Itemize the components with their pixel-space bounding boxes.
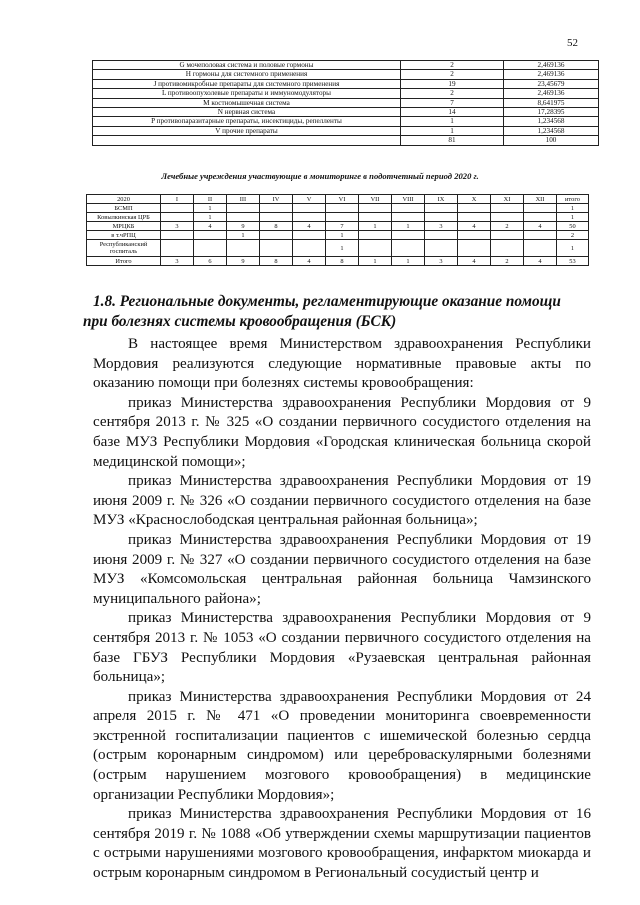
column-header: VIII (392, 195, 425, 204)
table-cell (326, 204, 359, 213)
table-cell (491, 213, 524, 222)
table-cell (227, 204, 260, 213)
table-cell (458, 231, 491, 240)
paragraph: приказ Министерства здравоохранения Республики Мордовия от 19 июня 2009 г. № 327 «О создании первичного сосудистого отделения на базе МУЗ «Комсомольская центральная районная больница Чамзинского муниципального района»; (93, 531, 591, 607)
table-cell (293, 213, 326, 222)
drug-group-count: 1 (401, 126, 504, 135)
hospital-name: в т.чРПЦ (87, 231, 161, 240)
table-cell: 1 (194, 204, 227, 213)
table-cell: 3 (425, 257, 458, 266)
section-body (93, 335, 591, 884)
drug-group-percent: 2,469136 (504, 89, 599, 98)
drug-group-count: 2 (401, 70, 504, 79)
table-cell: 1 (359, 257, 392, 266)
column-header: VI (326, 195, 359, 204)
table-cell (425, 240, 458, 257)
table-cell: 53 (557, 257, 589, 266)
table-cell (491, 231, 524, 240)
column-header: VII (359, 195, 392, 204)
hospital-name: БСМП (87, 204, 161, 213)
table-row (87, 222, 589, 231)
drug-group-name: J противомикробные препараты для системного применения (93, 79, 401, 88)
drug-group-name: M костномышечная система (93, 98, 401, 107)
column-header: III (227, 195, 260, 204)
table-cell: 7 (326, 222, 359, 231)
table-cell (392, 213, 425, 222)
table-cell: 50 (557, 222, 589, 231)
hospital-name: Ковылкинская ЦРБ (87, 213, 161, 222)
drug-group-percent: 2,469136 (504, 61, 599, 70)
table-cell: 2 (491, 257, 524, 266)
table-row (93, 126, 599, 135)
table-cell (260, 213, 293, 222)
table-cell (194, 240, 227, 257)
drug-group-name (93, 136, 401, 145)
table-cell (161, 240, 194, 257)
table-cell (326, 213, 359, 222)
column-header: итого (557, 195, 589, 204)
paragraph: приказ Министерства здравоохранения Республики Мордовия от 19 июня 2009 г. № 326 «О создании первичного сосудистого отделения на базе МУЗ «Краснослободская центральная районная больница»; (93, 473, 591, 529)
table-cell (425, 204, 458, 213)
table-cell: 1 (359, 222, 392, 231)
table-cell (293, 204, 326, 213)
drug-group-name: N нервная система (93, 108, 401, 117)
table-cell (392, 240, 425, 257)
paragraph: приказ Министерства здравоохранения Республики Мордовия от 16 сентября 2019 г. № 1088 «Об утверждении схемы маршрутизации пациентов с острыми нарушениями мозгового кровообращения, инфарктом миокарда и острым коронарным синдромом в Региональный сосудистый центр и (93, 806, 591, 882)
table-row (93, 89, 599, 98)
paragraph: В настоящее время Министерством здравоохранения Республики Мордовия реализуются следующие нормативные правовые акты по оказанию помощи при болезнях системы кровообращения: (93, 336, 591, 392)
table-cell: 1 (392, 222, 425, 231)
table-cell (392, 231, 425, 240)
drug-group-count: 19 (401, 79, 504, 88)
hospitals-heading: Лечебные учреждения участвующие в мониторинге в подотчетный период 2020 г. (161, 171, 479, 181)
table-cell: 4 (293, 222, 326, 231)
table-row (93, 61, 599, 70)
table-cell: 1 (557, 240, 589, 257)
table-cell: 3 (425, 222, 458, 231)
table-row (93, 98, 599, 107)
drug-group-count: 81 (401, 136, 504, 145)
table-cell (392, 204, 425, 213)
table-cell (194, 231, 227, 240)
hospitals-table (86, 194, 589, 266)
table-cell: 8 (326, 257, 359, 266)
table-cell: 4 (293, 257, 326, 266)
table-cell (458, 213, 491, 222)
table-cell: 3 (161, 257, 194, 266)
drug-group-percent: 100 (504, 136, 599, 145)
column-header: IV (260, 195, 293, 204)
column-header: II (194, 195, 227, 204)
table-row (87, 231, 589, 240)
table-cell (161, 204, 194, 213)
table-cell: 1 (557, 204, 589, 213)
table-cell: 4 (458, 222, 491, 231)
section-title-line1: 1.8. Региональные документы, регламентирующие оказание помощи (93, 293, 561, 310)
table-row (87, 240, 589, 257)
table-row (87, 204, 589, 213)
page-number: 52 (567, 37, 578, 49)
table-cell (260, 240, 293, 257)
drug-group-name: P противопаразитарные препараты, инсектициды, репелленты (93, 117, 401, 126)
table-cell (458, 204, 491, 213)
table-cell (359, 204, 392, 213)
table-cell: 1 (557, 213, 589, 222)
paragraph: приказ Министерства здравоохранения Республики Мордовия от 9 сентября 2013 г. № 1053 «О создании первичного сосудистого отделения на базе ГБУЗ Республики Мордовия «Рузаевская центральная районная больница»; (93, 610, 591, 686)
table-cell (425, 213, 458, 222)
table-cell (524, 240, 557, 257)
table-cell: 6 (194, 257, 227, 266)
table-row (93, 70, 599, 79)
table-row (93, 108, 599, 117)
table-cell (260, 231, 293, 240)
drug-group-count: 14 (401, 108, 504, 117)
drug-group-count: 1 (401, 117, 504, 126)
table-cell (260, 204, 293, 213)
drug-group-percent: 1,234568 (504, 117, 599, 126)
column-header: XI (491, 195, 524, 204)
table-cell: 8 (260, 222, 293, 231)
table-cell (359, 240, 392, 257)
table-cell: 1 (194, 213, 227, 222)
table-cell (524, 213, 557, 222)
drug-group-count: 7 (401, 98, 504, 107)
table-cell: 2 (491, 222, 524, 231)
drug-group-count: 2 (401, 61, 504, 70)
hospital-name: МРЦКБ (87, 222, 161, 231)
table-cell (524, 204, 557, 213)
table-cell (491, 204, 524, 213)
drug-group-percent: 8,641975 (504, 98, 599, 107)
column-header: IX (425, 195, 458, 204)
table-cell: 1 (392, 257, 425, 266)
section-title-line2: при болезнях системы кровообращения (БСК) (83, 313, 397, 330)
column-header: I (161, 195, 194, 204)
drug-groups-table (92, 60, 599, 146)
table-cell: 9 (227, 257, 260, 266)
drug-group-percent: 23,45679 (504, 79, 599, 88)
column-header: X (458, 195, 491, 204)
drug-group-name: V прочие препараты (93, 126, 401, 135)
table-cell: 4 (458, 257, 491, 266)
drug-group-name: L противоопухолевые препараты и иммуномодуляторы (93, 89, 401, 98)
drug-group-name: G мочеполовая система и половые гормоны (93, 61, 401, 70)
section-title (83, 292, 593, 332)
table-cell: 9 (227, 222, 260, 231)
table-cell: 1 (227, 231, 260, 240)
table-cell (161, 213, 194, 222)
drug-group-percent: 2,469136 (504, 70, 599, 79)
table-cell (293, 231, 326, 240)
table-row (93, 79, 599, 88)
table-header-row (87, 195, 589, 204)
table-cell: 4 (194, 222, 227, 231)
table-cell: 4 (524, 257, 557, 266)
table-cell (359, 231, 392, 240)
table-cell: 1 (326, 231, 359, 240)
table-cell (524, 231, 557, 240)
table-cell (293, 240, 326, 257)
hospital-name: Итого (87, 257, 161, 266)
table-row (87, 257, 589, 266)
drug-group-percent: 1,234568 (504, 126, 599, 135)
paragraph: приказ Министерства здравоохранения Республики Мордовия от 9 сентября 2013 г. № 325 «О создании первичного сосудистого отделения на базе МУЗ Республики Мордовия «Городская клиническая больница скорой медицинской помощи»; (93, 394, 591, 470)
paragraph: приказ Министерства здравоохранения Республики Мордовия от 24 апреля 2015 г. № 471 «О проведении мониторинга своевременности экстренной госпитализации пациентов с ишемической болезнью сердца (острым коронарным синдромом) или цереброваскулярными болезнями (острым нарушением мозгового кровообращения) в медицинские организации Республики Мордовия»; (93, 688, 591, 803)
drug-group-name: H гормоны для системного применения (93, 70, 401, 79)
table-cell (458, 240, 491, 257)
table-cell (227, 240, 260, 257)
hospital-name: Республиканский госпиталь (87, 240, 161, 257)
drug-group-percent: 17,28395 (504, 108, 599, 117)
table-cell (491, 240, 524, 257)
table-cell: 8 (260, 257, 293, 266)
table-row (93, 136, 599, 145)
table-cell (425, 231, 458, 240)
table-cell: 1 (326, 240, 359, 257)
table-cell (359, 213, 392, 222)
table-cell (161, 231, 194, 240)
table-cell: 2 (557, 231, 589, 240)
drug-group-count: 2 (401, 89, 504, 98)
table-cell: 4 (524, 222, 557, 231)
table-cell (227, 213, 260, 222)
column-header: V (293, 195, 326, 204)
table-row (87, 213, 589, 222)
table-row (93, 117, 599, 126)
column-header: 2020 (87, 195, 161, 204)
table-cell: 3 (161, 222, 194, 231)
column-header: XII (524, 195, 557, 204)
